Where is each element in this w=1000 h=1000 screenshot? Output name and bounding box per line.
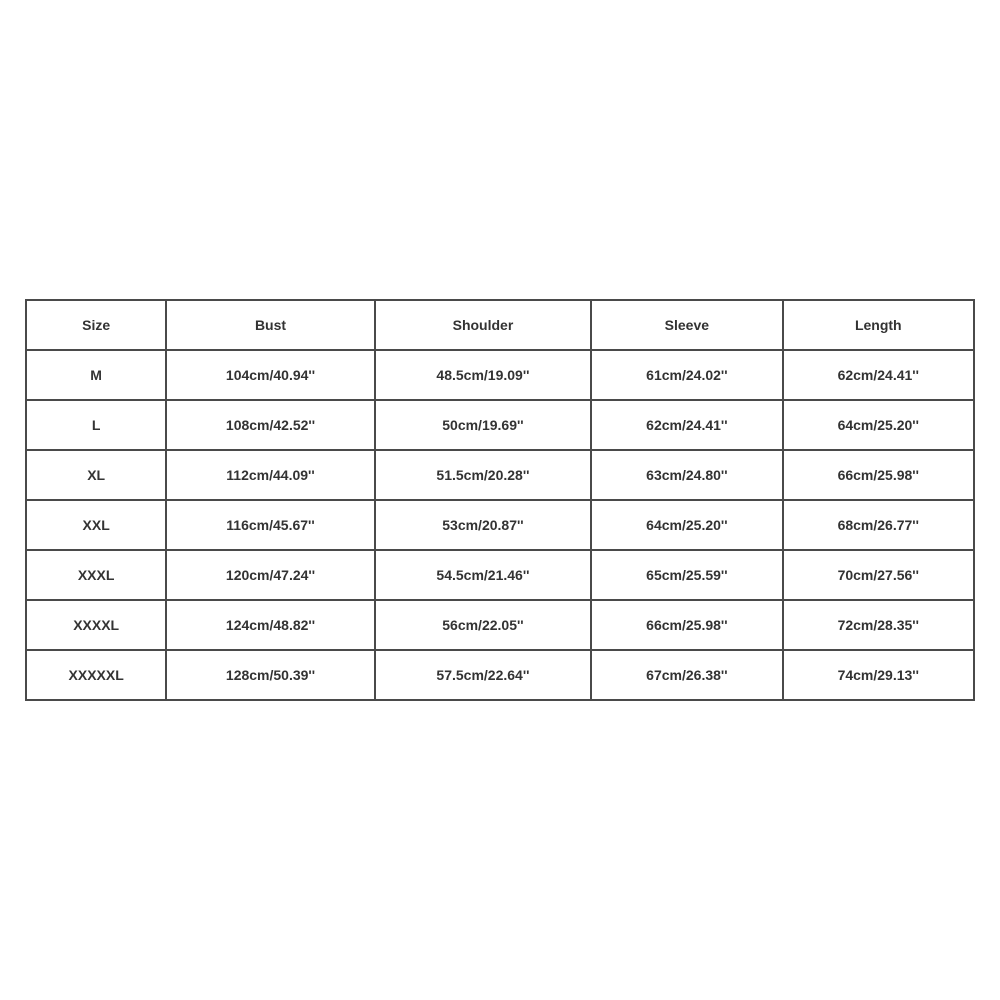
table-row: [27, 551, 973, 599]
cell-length: 68cm/26.77'': [784, 501, 973, 549]
cell-bust: 116cm/45.67'': [167, 501, 373, 549]
table-row: [27, 651, 973, 699]
cell-length: 64cm/25.20'': [784, 401, 973, 449]
table-row: [27, 401, 973, 449]
cell-sleeve: 63cm/24.80'': [592, 451, 781, 499]
cell-size: XXL: [27, 501, 165, 549]
cell-bust: 112cm/44.09'': [167, 451, 373, 499]
size-chart-table: [25, 299, 975, 701]
cell-sleeve: 66cm/25.98'': [592, 601, 781, 649]
header-bust: Bust: [167, 301, 373, 349]
cell-bust: 108cm/42.52'': [167, 401, 373, 449]
cell-size: XXXL: [27, 551, 165, 599]
cell-shoulder: 53cm/20.87'': [376, 501, 590, 549]
cell-size: XXXXL: [27, 601, 165, 649]
table-row: [27, 601, 973, 649]
cell-bust: 124cm/48.82'': [167, 601, 373, 649]
cell-sleeve: 61cm/24.02'': [592, 351, 781, 399]
cell-length: 66cm/25.98'': [784, 451, 973, 499]
cell-shoulder: 48.5cm/19.09'': [376, 351, 590, 399]
cell-length: 70cm/27.56'': [784, 551, 973, 599]
cell-sleeve: 62cm/24.41'': [592, 401, 781, 449]
cell-shoulder: 50cm/19.69'': [376, 401, 590, 449]
cell-sleeve: 64cm/25.20'': [592, 501, 781, 549]
table-row: [27, 451, 973, 499]
header-length: Length: [784, 301, 973, 349]
cell-sleeve: 65cm/25.59'': [592, 551, 781, 599]
cell-size: M: [27, 351, 165, 399]
cell-size: XL: [27, 451, 165, 499]
cell-sleeve: 67cm/26.38'': [592, 651, 781, 699]
cell-length: 74cm/29.13'': [784, 651, 973, 699]
cell-size: XXXXXL: [27, 651, 165, 699]
cell-shoulder: 56cm/22.05'': [376, 601, 590, 649]
header-shoulder: Shoulder: [376, 301, 590, 349]
cell-shoulder: 51.5cm/20.28'': [376, 451, 590, 499]
table-row: [27, 501, 973, 549]
cell-bust: 128cm/50.39'': [167, 651, 373, 699]
cell-length: 62cm/24.41'': [784, 351, 973, 399]
cell-shoulder: 57.5cm/22.64'': [376, 651, 590, 699]
cell-bust: 104cm/40.94'': [167, 351, 373, 399]
cell-bust: 120cm/47.24'': [167, 551, 373, 599]
header-size: Size: [27, 301, 165, 349]
cell-size: L: [27, 401, 165, 449]
table-row: [27, 351, 973, 399]
cell-length: 72cm/28.35'': [784, 601, 973, 649]
table-header-row: [27, 301, 973, 349]
header-sleeve: Sleeve: [592, 301, 781, 349]
cell-shoulder: 54.5cm/21.46'': [376, 551, 590, 599]
